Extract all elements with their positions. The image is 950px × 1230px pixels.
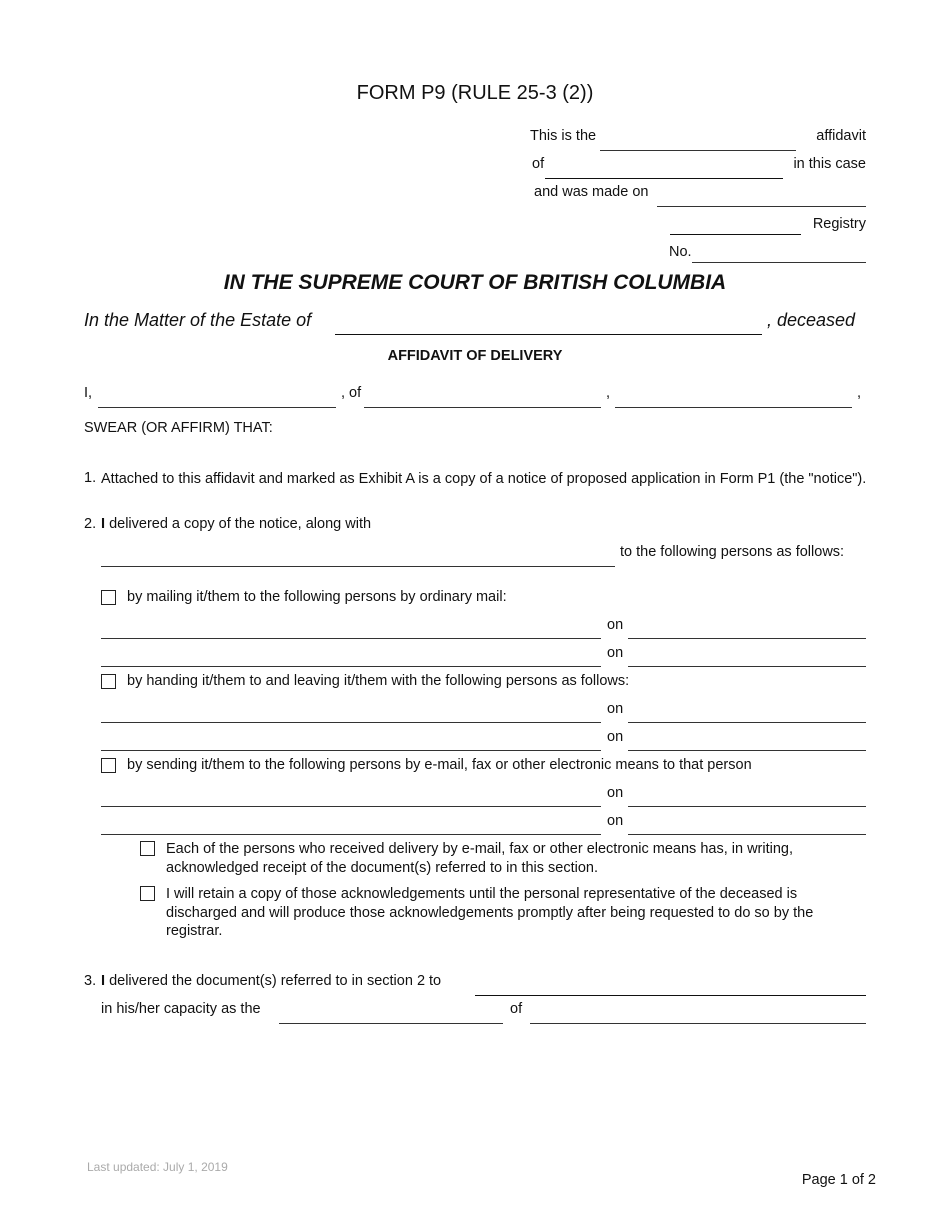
section-1-number: 1.: [84, 470, 97, 486]
section-2-lead: [101, 516, 371, 532]
affidavit-number-field[interactable]: [600, 150, 796, 151]
hand-checkbox[interactable]: [101, 674, 116, 689]
section-2-number: 2.: [84, 516, 97, 532]
email-on-1: on: [607, 785, 624, 801]
matter-prefix: In the Matter of the Estate of: [84, 310, 312, 330]
deponent-full-name-field[interactable]: [98, 407, 336, 408]
email-date-1-field[interactable]: [628, 806, 866, 807]
section-1-text: Attached to this affidavit and marked as Exhibit A is a copy of a notice of proposed application in Form P1 (the "notice").: [101, 471, 867, 487]
last-updated: Last updated: July 1, 2019: [87, 1160, 228, 1174]
deponent-occupation-field[interactable]: [615, 407, 852, 408]
header-registry: Registry: [812, 216, 866, 232]
mail-person-1-field[interactable]: [101, 638, 601, 639]
header-made-on: and was made on: [534, 184, 649, 200]
section-3-capacity: in his/her capacity as the: [101, 1001, 261, 1017]
section-3-number: 3.: [84, 973, 97, 989]
hand-person-1-field[interactable]: [101, 722, 601, 723]
mail-checkbox[interactable]: [101, 590, 116, 605]
made-on-date-field[interactable]: [657, 206, 866, 207]
capacity-of-field[interactable]: [530, 1023, 866, 1024]
email-checkbox[interactable]: [101, 758, 116, 773]
section-3-of: of: [510, 1001, 523, 1017]
ack-receipt-checkbox[interactable]: [140, 841, 155, 856]
mail-on-1: on: [607, 617, 624, 633]
intro-comma-1: ,: [606, 385, 611, 401]
header-this-is-the: This is the: [530, 128, 597, 144]
section-3-bold-i: I: [101, 973, 106, 989]
intro-comma-2: ,: [857, 385, 862, 401]
section-2-text: delivered a copy of the notice, along with: [109, 516, 372, 532]
mail-on-2: on: [607, 645, 624, 661]
recipient-field[interactable]: [475, 995, 866, 996]
documents-delivered-field[interactable]: [101, 566, 615, 567]
matter-suffix: , deceased: [767, 310, 856, 330]
mail-person-2-field[interactable]: [101, 666, 601, 667]
section-2-follows: to the following persons as follows:: [620, 544, 845, 560]
mail-date-2-field[interactable]: [628, 666, 866, 667]
header-no: No.: [669, 244, 692, 260]
mail-date-1-field[interactable]: [628, 638, 866, 639]
deponent-name-field[interactable]: [545, 178, 783, 179]
intro-of: , of: [341, 385, 362, 401]
form-title: FORM P9 (RULE 25-3 (2)): [356, 82, 594, 104]
section-3-text: delivered the document(s) referred to in section 2 to: [109, 973, 442, 989]
header-of: of: [532, 156, 545, 172]
hand-on-1: on: [607, 701, 624, 717]
page-number: Page 1 of 2: [801, 1172, 876, 1188]
swear-statement: SWEAR (OR AFFIRM) THAT:: [84, 420, 273, 436]
ack-receipt-text: Each of the persons who received delivery by e-mail, fax or other electronic means has, in writing, acknowledged receipt of the document(s) referred to in this section.: [166, 841, 794, 876]
header-in-this-case: in this case: [793, 156, 866, 172]
hand-date-1-field[interactable]: [628, 722, 866, 723]
registry-number-field[interactable]: [692, 262, 866, 263]
estate-name-field[interactable]: [335, 334, 762, 335]
registry-field[interactable]: [670, 234, 801, 235]
mail-option-label: by mailing it/them to the following persons by ordinary mail:: [127, 589, 507, 605]
email-date-2-field[interactable]: [628, 834, 866, 835]
hand-date-2-field[interactable]: [628, 750, 866, 751]
hand-person-2-field[interactable]: [101, 750, 601, 751]
intro-i: I,: [84, 385, 93, 401]
section-3-lead: [101, 973, 441, 989]
section-2-bold-i: I: [101, 516, 106, 532]
email-person-1-field[interactable]: [101, 806, 601, 807]
hand-option-label: by handing it/them to and leaving it/them with the following persons as follows:: [127, 673, 630, 689]
retain-copy-checkbox[interactable]: [140, 886, 155, 901]
affidavit-heading: AFFIDAVIT OF DELIVERY: [387, 348, 563, 364]
court-title: IN THE SUPREME COURT OF BRITISH COLUMBIA: [223, 271, 727, 294]
email-option-label: by sending it/them to the following persons by e-mail, fax or other electronic means to that person: [127, 757, 752, 773]
header-affidavit: affidavit: [816, 128, 866, 144]
retain-copy-text: I will retain a copy of those acknowledgements until the personal representative of the deceased is discharged and will produce those acknowledgements promptly after being requested to do so by the registrar.: [166, 886, 814, 939]
capacity-field[interactable]: [279, 1023, 503, 1024]
hand-on-2: on: [607, 729, 624, 745]
email-on-2: on: [607, 813, 624, 829]
deponent-address-field[interactable]: [364, 407, 601, 408]
email-person-2-field[interactable]: [101, 834, 601, 835]
